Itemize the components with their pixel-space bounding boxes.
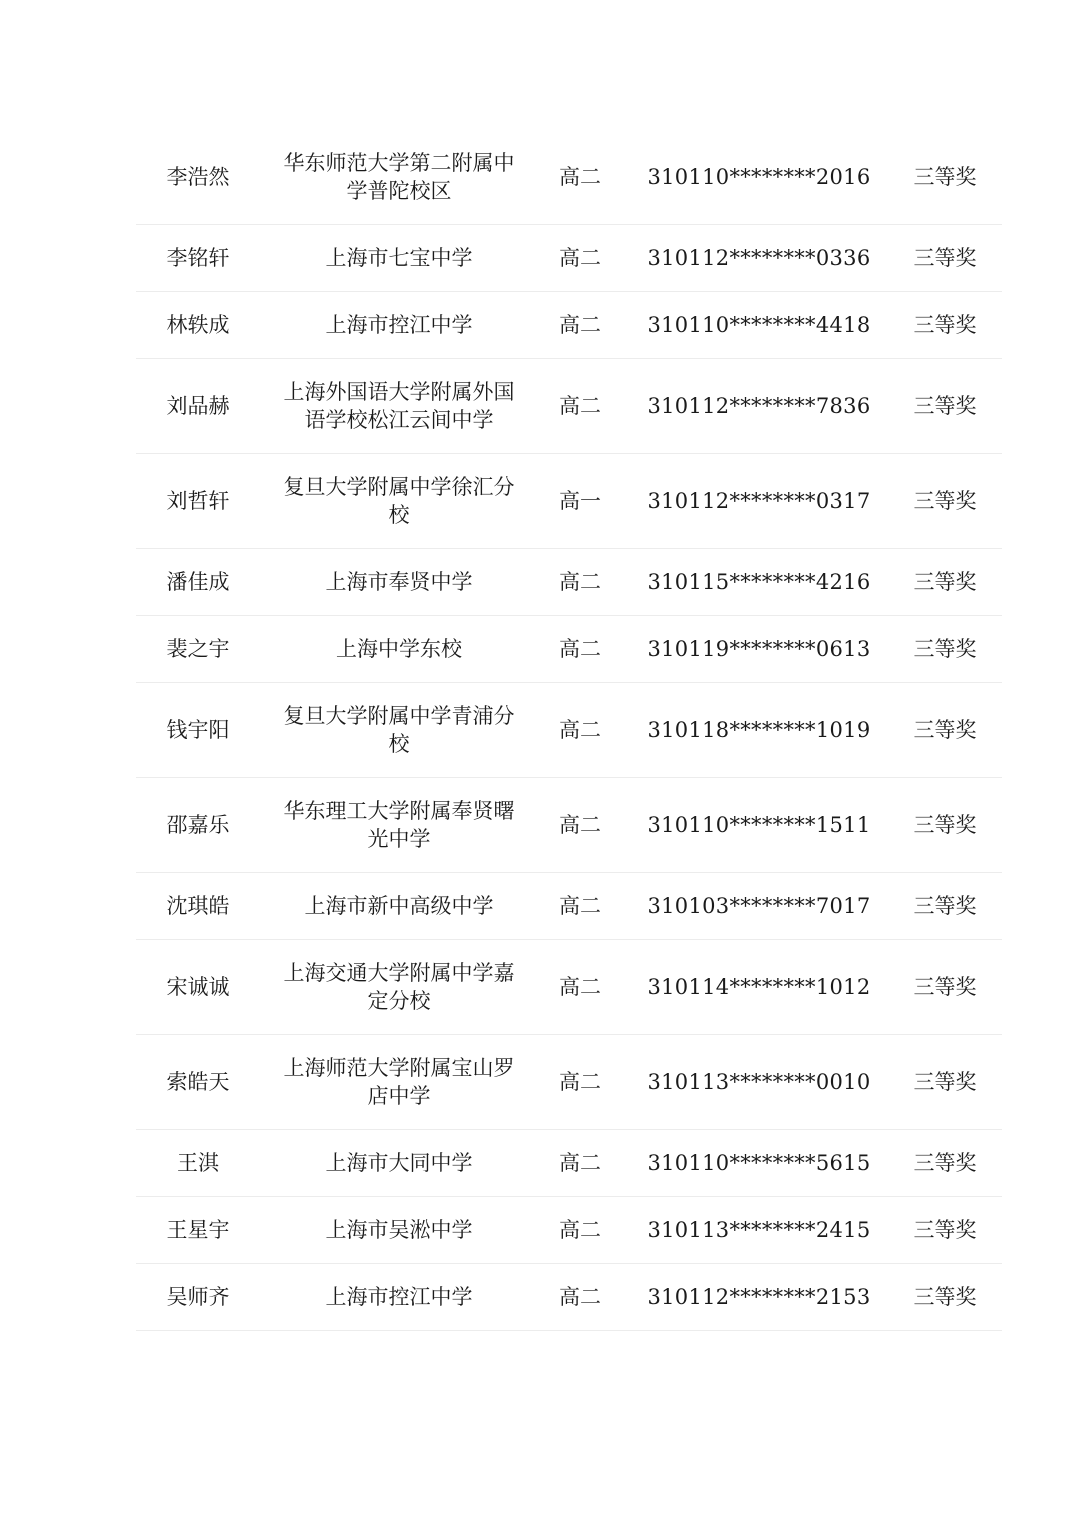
award-level: 三等奖 xyxy=(913,165,977,189)
school-name: 上海市吴淞中学 xyxy=(325,1218,473,1242)
award-level: 三等奖 xyxy=(913,975,977,999)
id-number: 310112********2153 xyxy=(647,1285,871,1309)
id-number: 310112********7836 xyxy=(647,394,871,418)
table-row xyxy=(136,873,1002,940)
award-level: 三等奖 xyxy=(913,637,977,661)
grade: 高二 xyxy=(559,165,601,189)
school-name: 上海中学东校 xyxy=(336,637,462,661)
grade: 高二 xyxy=(559,718,601,742)
table-row xyxy=(136,292,1002,359)
table-row xyxy=(136,225,1002,292)
award-level: 三等奖 xyxy=(913,313,977,337)
student-name: 李浩然 xyxy=(166,165,230,189)
student-name: 李铭轩 xyxy=(166,246,230,270)
table-row xyxy=(136,549,1002,616)
award-level: 三等奖 xyxy=(913,894,977,918)
grade: 高二 xyxy=(559,246,601,270)
student-name: 邵嘉乐 xyxy=(166,813,230,837)
id-number: 310114********1012 xyxy=(647,975,871,999)
school-name: 上海市新中高级中学 xyxy=(304,894,494,918)
award-level: 三等奖 xyxy=(913,570,977,594)
grade: 高二 xyxy=(559,1070,601,1094)
student-name: 沈琪皓 xyxy=(166,894,230,918)
table-row xyxy=(136,130,1002,225)
school-name: 复旦大学附属中学徐汇分校 xyxy=(283,475,515,527)
student-name: 潘佳成 xyxy=(166,570,230,594)
grade: 高二 xyxy=(559,975,601,999)
grade: 高二 xyxy=(559,570,601,594)
table-row xyxy=(136,1130,1002,1197)
student-name: 刘品赫 xyxy=(166,394,230,418)
grade: 高二 xyxy=(559,1285,601,1309)
award-level: 三等奖 xyxy=(913,246,977,270)
table-row xyxy=(136,1264,1002,1331)
id-number: 310112********0317 xyxy=(647,489,871,513)
table-row xyxy=(136,778,1002,873)
school-name: 上海市控江中学 xyxy=(325,1285,473,1309)
school-name: 上海外国语大学附属外国语学校松江云间中学 xyxy=(283,380,515,432)
school-name: 上海市控江中学 xyxy=(325,313,473,337)
grade: 高二 xyxy=(559,894,601,918)
grade: 高二 xyxy=(559,813,601,837)
table-row xyxy=(136,359,1002,454)
table-row xyxy=(136,940,1002,1035)
award-level: 三等奖 xyxy=(913,394,977,418)
school-name: 上海市奉贤中学 xyxy=(325,570,473,594)
grade: 高二 xyxy=(559,637,601,661)
id-number: 310110********2016 xyxy=(647,165,871,189)
id-number: 310110********1511 xyxy=(647,813,871,837)
school-name: 上海市大同中学 xyxy=(325,1151,473,1175)
school-name: 华东师范大学第二附属中学普陀校区 xyxy=(283,151,515,203)
awards-table xyxy=(136,130,1002,1331)
student-name: 索皓天 xyxy=(166,1070,230,1094)
id-number: 310112********0336 xyxy=(647,246,871,270)
table-row xyxy=(136,1035,1002,1130)
award-level: 三等奖 xyxy=(913,1151,977,1175)
grade: 高二 xyxy=(559,1151,601,1175)
school-name: 华东理工大学附属奉贤曙光中学 xyxy=(283,799,515,851)
student-name: 王淇 xyxy=(177,1151,219,1175)
grade: 高一 xyxy=(559,489,601,513)
id-number: 310110********5615 xyxy=(647,1151,871,1175)
table-row xyxy=(136,616,1002,683)
student-name: 吴师齐 xyxy=(166,1285,230,1309)
student-name: 宋诚诚 xyxy=(166,975,230,999)
id-number: 310110********4418 xyxy=(647,313,871,337)
student-name: 王星宇 xyxy=(166,1218,230,1242)
award-level: 三等奖 xyxy=(913,718,977,742)
grade: 高二 xyxy=(559,313,601,337)
id-number: 310103********7017 xyxy=(647,894,871,918)
award-level: 三等奖 xyxy=(913,489,977,513)
student-name: 钱宇阳 xyxy=(166,718,230,742)
student-name: 林轶成 xyxy=(166,313,230,337)
award-level: 三等奖 xyxy=(913,1070,977,1094)
grade: 高二 xyxy=(559,394,601,418)
award-level: 三等奖 xyxy=(913,1218,977,1242)
school-name: 上海师范大学附属宝山罗店中学 xyxy=(283,1056,515,1108)
table-row xyxy=(136,1197,1002,1264)
student-name: 裴之宇 xyxy=(166,637,230,661)
grade: 高二 xyxy=(559,1218,601,1242)
school-name: 上海交通大学附属中学嘉定分校 xyxy=(283,961,515,1013)
id-number: 310118********1019 xyxy=(647,718,871,742)
award-level: 三等奖 xyxy=(913,1285,977,1309)
table-row xyxy=(136,454,1002,549)
student-name: 刘哲轩 xyxy=(166,489,230,513)
school-name: 复旦大学附属中学青浦分校 xyxy=(283,704,515,756)
id-number: 310115********4216 xyxy=(647,570,871,594)
table-row xyxy=(136,683,1002,778)
school-name: 上海市七宝中学 xyxy=(325,246,473,270)
id-number: 310113********2415 xyxy=(647,1218,871,1242)
id-number: 310113********0010 xyxy=(647,1070,871,1094)
award-level: 三等奖 xyxy=(913,813,977,837)
id-number: 310119********0613 xyxy=(647,637,871,661)
